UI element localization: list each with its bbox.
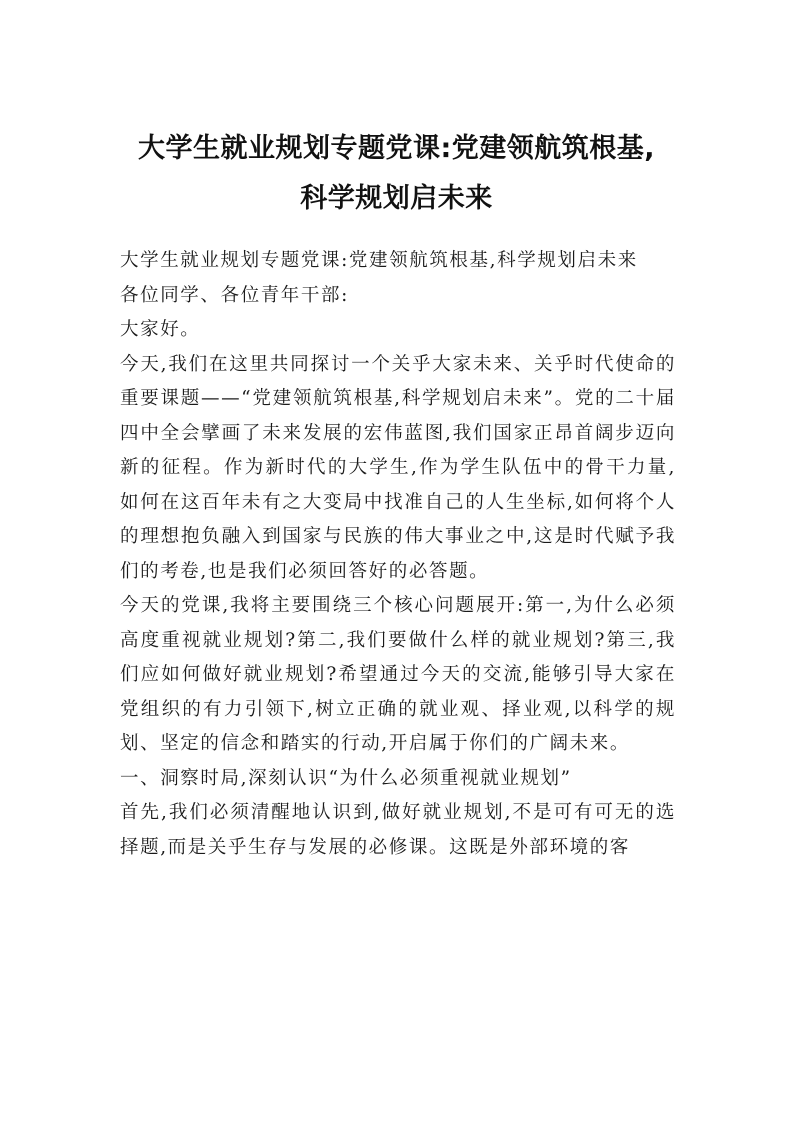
document-title — [100, 124, 693, 224]
paragraph-section-1: 首先,我们必须清醒地认识到,做好就业规划,不是可有可无的选择题,而是关乎生存与发展的必修课。这既是外部环境的客 — [120, 802, 676, 858]
title-line-2: 科学规划启未来 — [300, 183, 493, 214]
paragraph-intro: 今天,我们在这里共同探讨一个关乎大家未来、关乎时代使命的重要课题——“党建领航筑根基,科学规划启未来”。党的二十届四中全会擘画了未来发展的宏伟蓝图,我们国家正昂首阔步迈向新的征程。作为新时代的大学生,作为学生队伍中的骨干力量,如何在这百年未有之大变局中找准自己的人生坐标,如何将个人的理想抱负融入到国家与民族的伟大事业之中,这是时代赋予我们的考卷,也是我们必须回答好的必答题。 — [120, 353, 676, 582]
section-heading-1: 一、洞察时局,深刻认识“为什么必须重视就业规划” — [120, 767, 572, 789]
paragraph-greeting: 大家好。 — [120, 319, 201, 340]
paragraph-salutation: 各位同学、各位青年干部: — [120, 284, 349, 306]
paragraph-subtitle: 大学生就业规划专题党课:党建领航筑根基,科学规划启未来 — [120, 250, 638, 271]
paragraph-outline: 今天的党课,我将主要围绕三个核心问题展开:第一,为什么必须高度重视就业规划?第二,我们要做什么样的就业规划?第三,我们应如何做好就业规划?希望通过今天的交流,能够引导大家在党组织的有力引领下,树立正确的就业观、择业观,以科学的规划、坚定的信念和踏实的行动,开启属于你们的广阔未来。 — [120, 595, 676, 754]
title-line-1: 大学生就业规划专题党课:党建领航筑根基, — [137, 133, 656, 164]
document-body — [120, 244, 676, 865]
